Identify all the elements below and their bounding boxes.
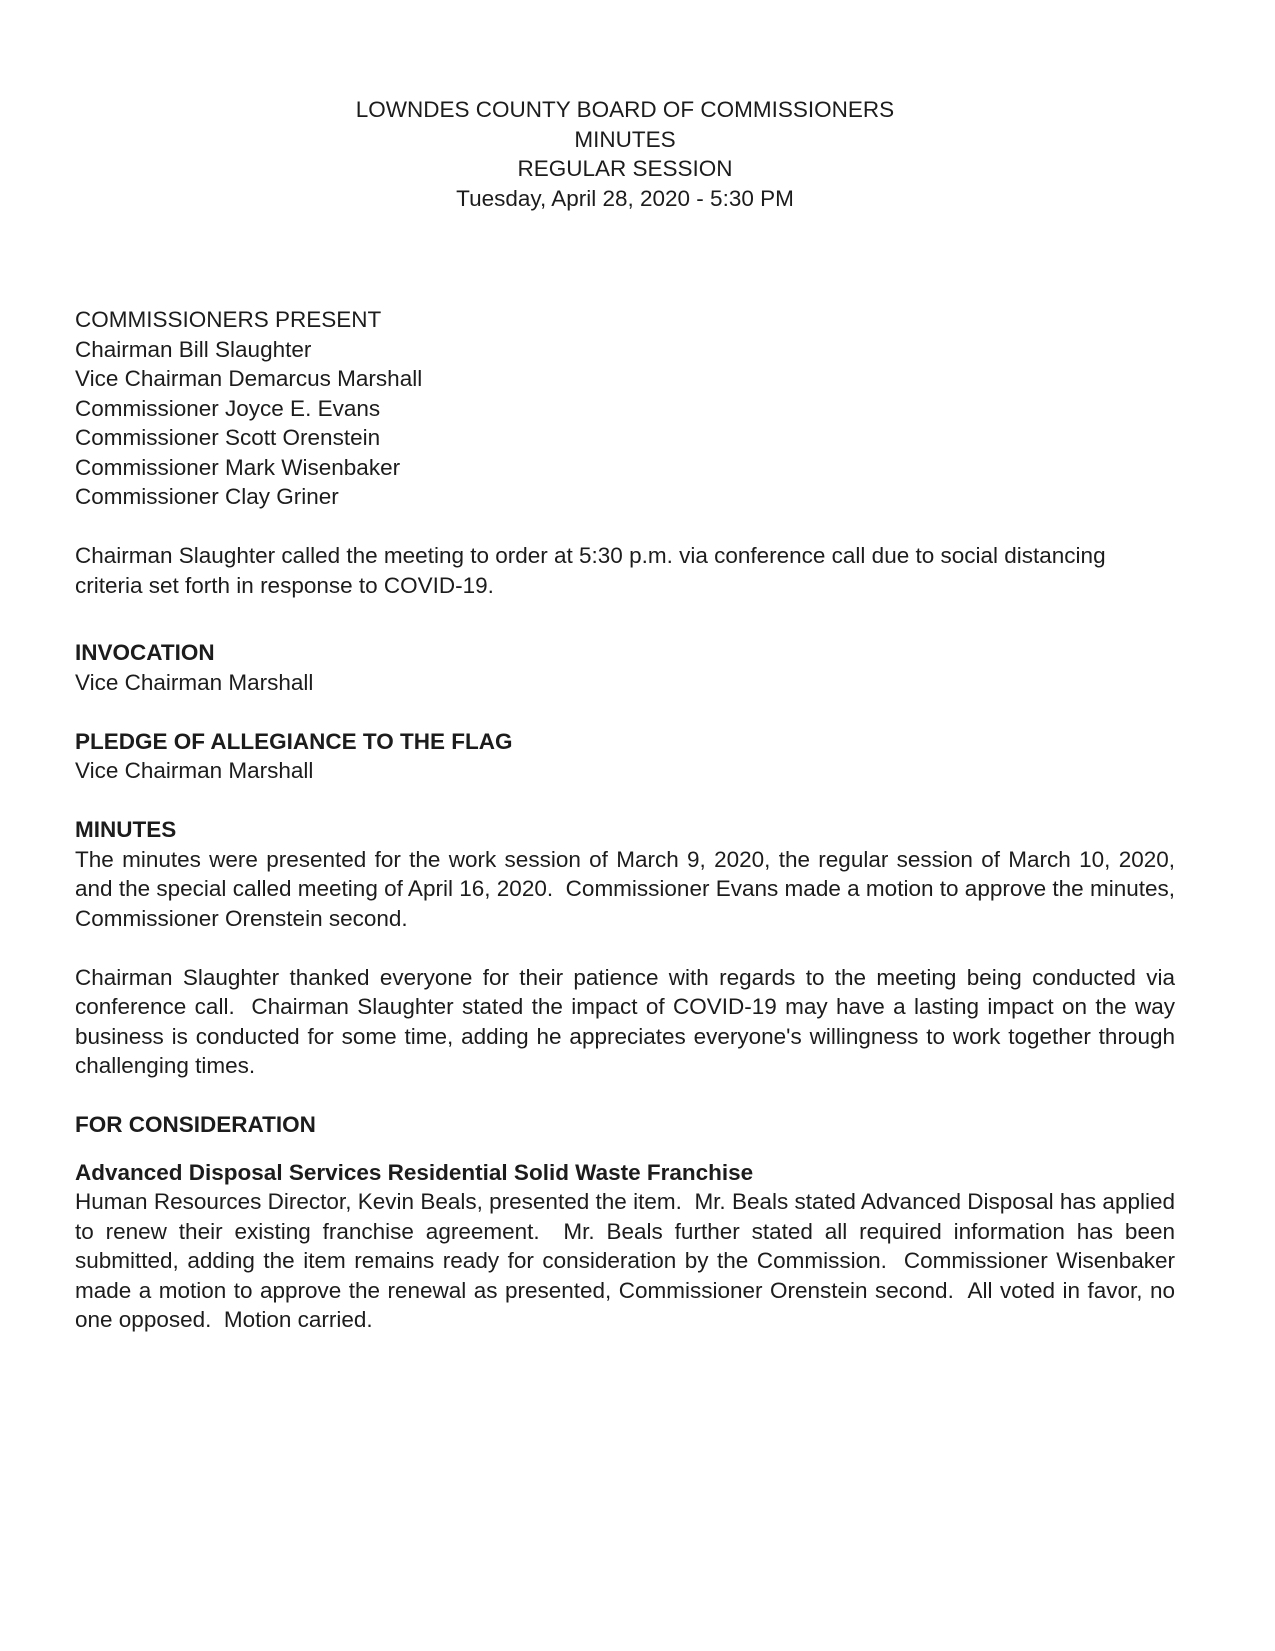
invocation-section bbox=[75, 638, 1175, 697]
minutes-section bbox=[75, 815, 1182, 1081]
commissioner-row: Chairman Bill Slaughter bbox=[75, 336, 312, 362]
commissioner-row: Commissioner Joyce E. Evans bbox=[75, 395, 381, 421]
pledge-section bbox=[75, 727, 1175, 786]
invocation-body: Vice Chairman Marshall bbox=[75, 669, 314, 695]
for-consideration-section bbox=[75, 1110, 1182, 1335]
commissioner-row: Commissioner Scott Orenstein bbox=[75, 425, 381, 450]
minutes-paragraph: The minutes were presented for the work session of March 9, 2020, the regular session of March 10, 2020, and the special called meeting of April 16, 2020. Commissioner Evans made a motion to approve the minutes, Commissioner Orenstein second. bbox=[75, 846, 1182, 931]
invocation-heading: INVOCATION bbox=[75, 640, 215, 665]
document-title-line-datetime: Tuesday, April 28, 2020 - 5:30 PM bbox=[456, 185, 794, 211]
commissioners-list bbox=[75, 335, 1175, 512]
document-title-line-session: REGULAR SESSION bbox=[517, 156, 733, 181]
document-title-line-org: LOWNDES COUNTY BOARD OF COMMISSIONERS bbox=[355, 97, 895, 122]
commissioners-present-heading: COMMISSIONERS PRESENT bbox=[75, 307, 382, 332]
agenda-item-paragraph: Human Resources Director, Kevin Beals, presented the item. Mr. Beals stated Advanced Disposal has applied to renew their existing franchise agreement. Mr. Beals further stated all required information has been submitted, adding the item remains ready for consideration by the Commission. Commissioner Wisenbaker made a motion to approve the renewal as presented, Commissioner Orenstein second. All voted in favor, no one opposed. Motion carried. bbox=[75, 1189, 1182, 1332]
pledge-body: Vice Chairman Marshall bbox=[75, 758, 314, 783]
commissioners-present-section bbox=[75, 305, 1175, 512]
minutes-heading: MINUTES bbox=[75, 817, 177, 842]
commissioner-row: Commissioner Clay Griner bbox=[75, 484, 339, 509]
commissioner-row: Commissioner Mark Wisenbaker bbox=[75, 454, 401, 480]
document-title-line-type: MINUTES bbox=[574, 126, 676, 152]
commissioner-row: Vice Chairman Demarcus Marshall bbox=[75, 366, 423, 391]
document-title-block bbox=[75, 95, 1175, 213]
call-to-order-paragraph: Chairman Slaughter called the meeting to order at 5:30 p.m. via conference call due to social distancing criteria set forth in response to COVID-19. bbox=[75, 543, 1112, 598]
for-consideration-heading: FOR CONSIDERATION bbox=[75, 1112, 316, 1137]
agenda-item-title: Advanced Disposal Services Residential Solid Waste Franchise bbox=[75, 1159, 754, 1185]
pledge-heading: PLEDGE OF ALLEGIANCE TO THE FLAG bbox=[75, 728, 513, 754]
chairman-remarks-paragraph: Chairman Slaughter thanked everyone for their patience with regards to the meeting being conducted via conference call. Chairman Slaughter stated the impact of COVID-19 may have a lasting impact on the way business is conducted for some time, adding he appreciates everyone's willingness to work together through challenging times. bbox=[75, 964, 1182, 1078]
